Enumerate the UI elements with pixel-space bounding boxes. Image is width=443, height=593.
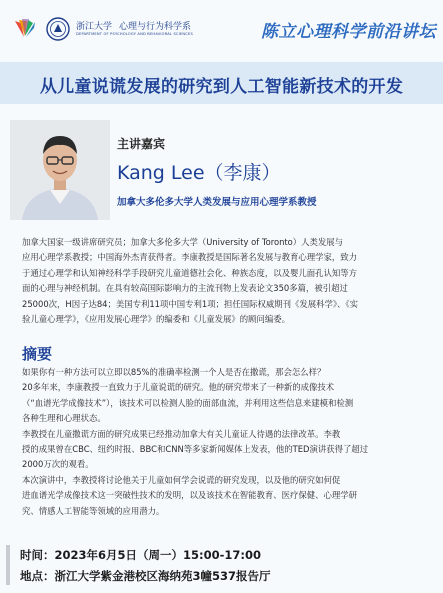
abstract-heading: 摘要 bbox=[22, 345, 53, 363]
department-name: 心理与行为科学系 bbox=[119, 22, 192, 32]
bio-line: 验儿童心理学》，《应用发展心理学》的编委和《儿童发展》的顾问编委。 bbox=[22, 313, 290, 324]
speaker-name: Kang Lee（李康） bbox=[117, 162, 281, 184]
footer-accent-bar bbox=[6, 545, 10, 585]
university-seal-icon bbox=[46, 17, 70, 41]
event-place bbox=[20, 568, 271, 584]
bio-line: 面的心理与神经机制。在具有较高国际影响力的主流刊物上发表论文350多篇，被引超过 bbox=[22, 283, 348, 294]
abstract-line: 2000万次的观看。 bbox=[22, 459, 94, 470]
abstract-line: 究、情感人工智能等领域的应用潜力。 bbox=[22, 505, 165, 516]
abstract-line: 进血谱光学成像技术这一突破性技术的发明，以及该技术在智能教育、医疗保健、心理学研 bbox=[22, 490, 357, 501]
series-title: 陈立心理科学前沿讲坛 bbox=[261, 22, 436, 42]
speaker-affiliation: 加拿大多伦多大学人类发展与应用心理学系教授 bbox=[117, 197, 317, 208]
bio-line: 25000次，H因子达84；美国专利11项中国专利1项；担任国际权威期刊《发展科学》、《实 bbox=[22, 298, 358, 309]
speaker-portrait-icon bbox=[10, 120, 110, 220]
abstract-line: 授的成果曾在CBC、纽约时报、BBC和CNN等多家新闻媒体上发表，他的TED演讲获得了超过 bbox=[22, 443, 369, 454]
department-logo-icon bbox=[13, 17, 37, 41]
bio-line: 加拿大国家一级讲席研究员；加拿大多伦多大学（University of Toronto）人类发展与 bbox=[22, 237, 344, 247]
abstract-body bbox=[22, 365, 432, 519]
university-name: 浙江大学 bbox=[76, 22, 113, 32]
speaker-label: 主讲嘉宾 bbox=[117, 137, 166, 151]
event-time-value: 2023年6月5日（周一）15:00-17:00 bbox=[54, 548, 261, 562]
bio-line: 应用心理学系教授；中国海外杰青获得者。李康教授是国际著名发展与教育心理学家，致力 bbox=[22, 252, 357, 263]
event-place-value: 浙江大学紫金港校区海纳苑3幢537报告厅 bbox=[54, 569, 271, 583]
event-time bbox=[20, 547, 261, 563]
abstract-line: 各种生理和心理状态。 bbox=[22, 413, 106, 424]
abstract-line: 本次演讲中，李教授将讨论他关于儿童如何学会说谎的研究发现，以及他的研究如何促 bbox=[22, 474, 341, 485]
abstract-line: （“血谱光学成像技术”），该技术可以检测人脸的面部血流，并利用这些信息来建模和检测 bbox=[22, 397, 354, 408]
abstract-line: 20多年来，李康教授一直致力于儿童说谎的研究。他的研究带来了一种新的成像技术 bbox=[22, 382, 335, 393]
department-name-en: DEPARTMENT OF PSYCHOLOGY AND BEHAVIORAL SCIENCES bbox=[76, 32, 193, 36]
abstract-line: 李教授在儿童撒谎方面的研究成果已经推动加拿大有关儿童证人待遇的法律改革。李教 bbox=[22, 428, 341, 439]
bio-line: 于通过心理学和认知神经科学手段研究儿童道德社会化、种族态度，以及婴儿面孔认知等方 bbox=[22, 267, 357, 278]
event-time-label: 时间： bbox=[20, 548, 55, 562]
event-place-label: 地点： bbox=[20, 569, 55, 583]
lecture-title: 从儿童说谎发展的研究到人工智能新技术的开发 bbox=[39, 77, 404, 97]
speaker-bio bbox=[22, 235, 432, 327]
speaker-photo bbox=[10, 120, 110, 220]
abstract-line: 如果你有一种方法可以立即以85%的准确率检测一个人是否在撒谎，那会怎么样？ bbox=[22, 367, 326, 377]
header bbox=[0, 0, 443, 52]
